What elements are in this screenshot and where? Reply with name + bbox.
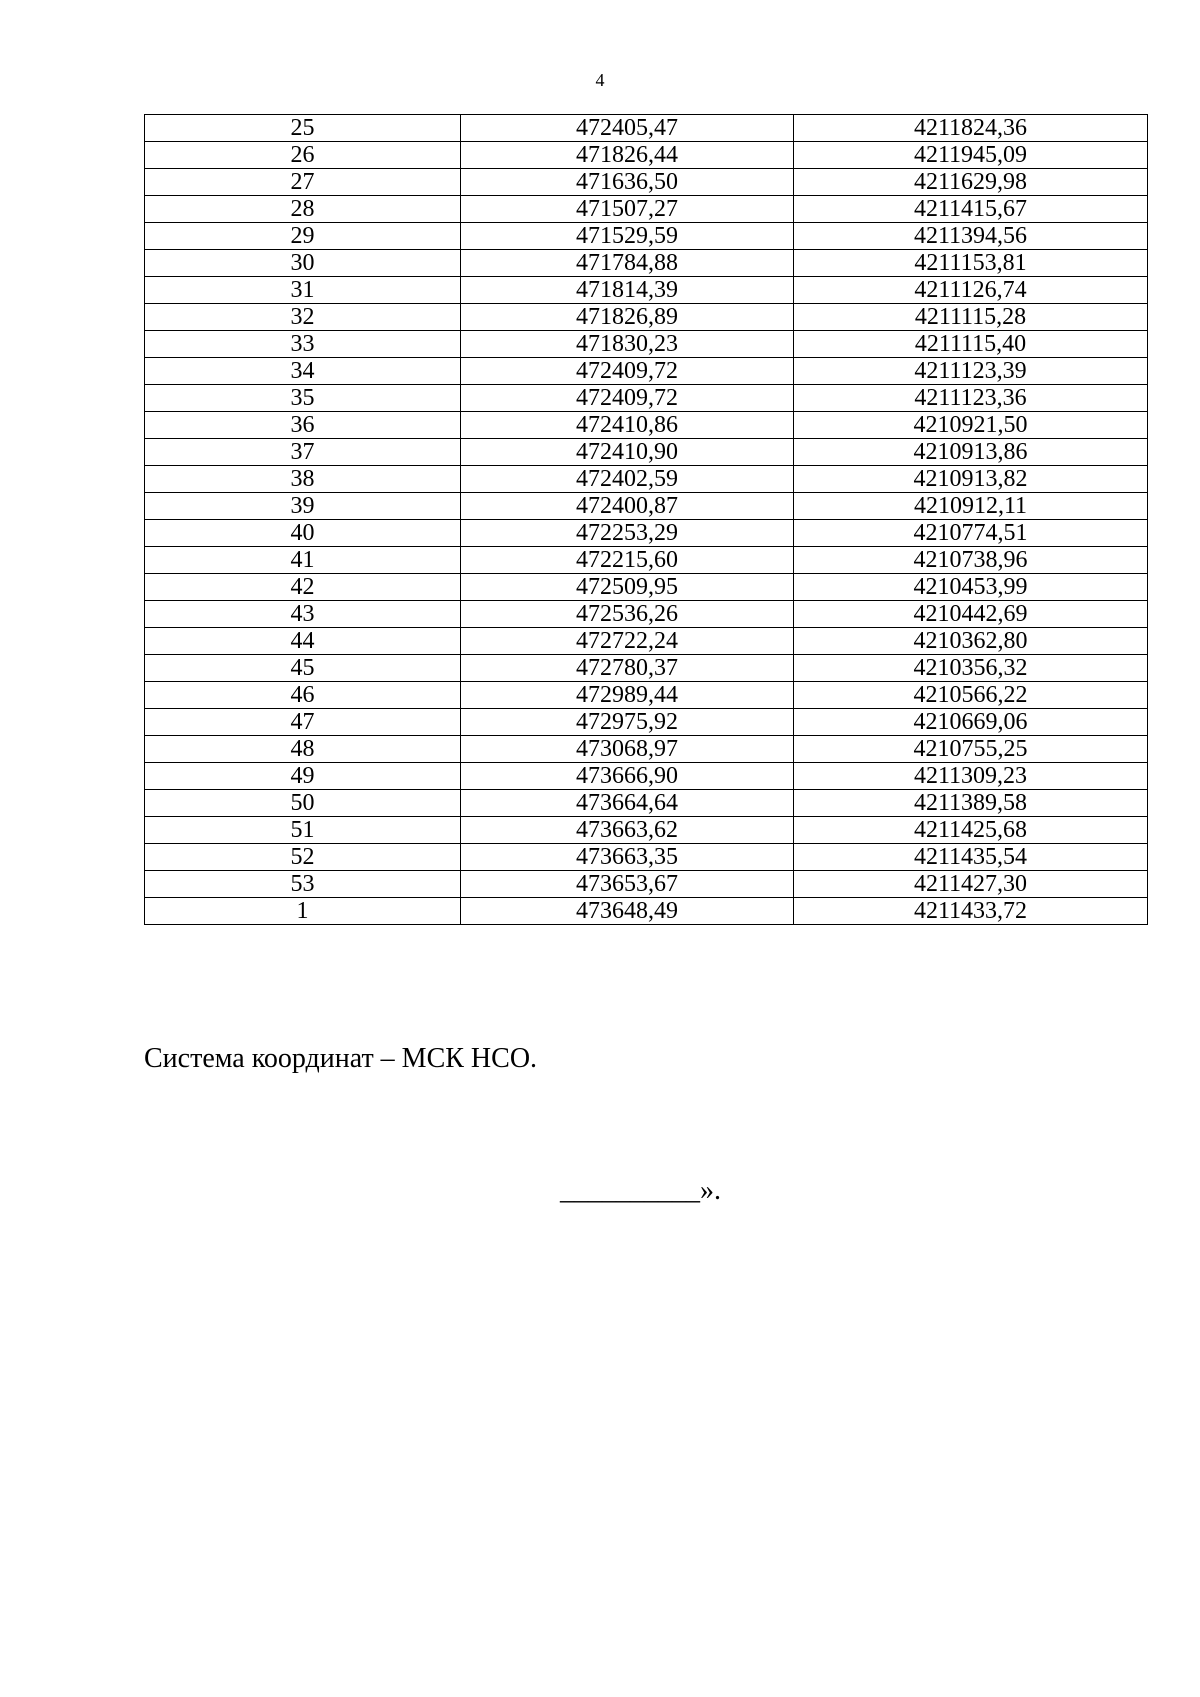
point-number-cell: 52 [145, 844, 461, 871]
point-number-cell: 49 [145, 763, 461, 790]
table-row [145, 115, 1148, 142]
x-coordinate-cell: 471784,88 [461, 250, 794, 277]
table-row [145, 412, 1148, 439]
y-coordinate-cell: 4210566,22 [794, 682, 1148, 709]
x-coordinate-cell: 471830,23 [461, 331, 794, 358]
table-row [145, 709, 1148, 736]
y-coordinate-cell: 4211824,36 [794, 115, 1148, 142]
table-row [145, 898, 1148, 925]
table-row [145, 817, 1148, 844]
table-row [145, 547, 1148, 574]
x-coordinate-cell: 472722,24 [461, 628, 794, 655]
x-coordinate-cell: 472410,90 [461, 439, 794, 466]
y-coordinate-cell: 4211115,40 [794, 331, 1148, 358]
point-number-cell: 46 [145, 682, 461, 709]
y-coordinate-cell: 4211945,09 [794, 142, 1148, 169]
y-coordinate-cell: 4211415,67 [794, 196, 1148, 223]
x-coordinate-cell: 472409,72 [461, 358, 794, 385]
table-row [145, 520, 1148, 547]
table-row [145, 277, 1148, 304]
point-number-cell: 41 [145, 547, 461, 574]
x-coordinate-cell: 472989,44 [461, 682, 794, 709]
table-row [145, 385, 1148, 412]
table-row [145, 655, 1148, 682]
point-number-cell: 40 [145, 520, 461, 547]
closing-line: __________». [560, 1175, 721, 1206]
point-number-cell: 26 [145, 142, 461, 169]
x-coordinate-cell: 472405,47 [461, 115, 794, 142]
coordinates-table [144, 114, 1148, 925]
y-coordinate-cell: 4210912,11 [794, 493, 1148, 520]
table-row [145, 844, 1148, 871]
x-coordinate-cell: 472509,95 [461, 574, 794, 601]
table-row [145, 250, 1148, 277]
x-coordinate-cell: 471826,44 [461, 142, 794, 169]
table-row [145, 169, 1148, 196]
y-coordinate-cell: 4211389,58 [794, 790, 1148, 817]
y-coordinate-cell: 4211435,54 [794, 844, 1148, 871]
y-coordinate-cell: 4210913,86 [794, 439, 1148, 466]
point-number-cell: 27 [145, 169, 461, 196]
table-row [145, 196, 1148, 223]
x-coordinate-cell: 473663,35 [461, 844, 794, 871]
y-coordinate-cell: 4210442,69 [794, 601, 1148, 628]
y-coordinate-cell: 4211394,56 [794, 223, 1148, 250]
point-number-cell: 34 [145, 358, 461, 385]
coordinates-table-body [145, 115, 1148, 925]
table-row [145, 439, 1148, 466]
point-number-cell: 32 [145, 304, 461, 331]
y-coordinate-cell: 4211123,36 [794, 385, 1148, 412]
table-row [145, 493, 1148, 520]
table-row [145, 601, 1148, 628]
y-coordinate-cell: 4211123,39 [794, 358, 1148, 385]
x-coordinate-cell: 473663,62 [461, 817, 794, 844]
table-row [145, 574, 1148, 601]
x-coordinate-cell: 473664,64 [461, 790, 794, 817]
table-row [145, 736, 1148, 763]
point-number-cell: 36 [145, 412, 461, 439]
y-coordinate-cell: 4210669,06 [794, 709, 1148, 736]
y-coordinate-cell: 4210755,25 [794, 736, 1148, 763]
table-row [145, 142, 1148, 169]
table-row [145, 223, 1148, 250]
point-number-cell: 53 [145, 871, 461, 898]
y-coordinate-cell: 4210362,80 [794, 628, 1148, 655]
point-number-cell: 37 [145, 439, 461, 466]
point-number-cell: 30 [145, 250, 461, 277]
table-row [145, 682, 1148, 709]
x-coordinate-cell: 472780,37 [461, 655, 794, 682]
x-coordinate-cell: 472253,29 [461, 520, 794, 547]
point-number-cell: 43 [145, 601, 461, 628]
page-number: 4 [595, 70, 605, 90]
y-coordinate-cell: 4210453,99 [794, 574, 1148, 601]
y-coordinate-cell: 4211153,81 [794, 250, 1148, 277]
y-coordinate-cell: 4211115,28 [794, 304, 1148, 331]
y-coordinate-cell: 4210356,32 [794, 655, 1148, 682]
point-number-cell: 50 [145, 790, 461, 817]
y-coordinate-cell: 4211309,23 [794, 763, 1148, 790]
coordinate-system-note: Система координат – МСК НСО. [144, 1043, 538, 1074]
point-number-cell: 51 [145, 817, 461, 844]
point-number-cell: 44 [145, 628, 461, 655]
point-number-cell: 48 [145, 736, 461, 763]
point-number-cell: 35 [145, 385, 461, 412]
x-coordinate-cell: 471529,59 [461, 223, 794, 250]
x-coordinate-cell: 473666,90 [461, 763, 794, 790]
table-row [145, 304, 1148, 331]
x-coordinate-cell: 472215,60 [461, 547, 794, 574]
x-coordinate-cell: 472410,86 [461, 412, 794, 439]
y-coordinate-cell: 4210774,51 [794, 520, 1148, 547]
x-coordinate-cell: 473648,49 [461, 898, 794, 925]
table-row [145, 871, 1148, 898]
x-coordinate-cell: 472400,87 [461, 493, 794, 520]
x-coordinate-cell: 471814,39 [461, 277, 794, 304]
table-row [145, 358, 1148, 385]
point-number-cell: 42 [145, 574, 461, 601]
x-coordinate-cell: 472402,59 [461, 466, 794, 493]
table-row [145, 763, 1148, 790]
point-number-cell: 39 [145, 493, 461, 520]
point-number-cell: 1 [145, 898, 461, 925]
x-coordinate-cell: 473068,97 [461, 736, 794, 763]
y-coordinate-cell: 4211427,30 [794, 871, 1148, 898]
y-coordinate-cell: 4210921,50 [794, 412, 1148, 439]
table-row [145, 790, 1148, 817]
point-number-cell: 47 [145, 709, 461, 736]
table-row [145, 331, 1148, 358]
x-coordinate-cell: 472536,26 [461, 601, 794, 628]
point-number-cell: 38 [145, 466, 461, 493]
table-row [145, 466, 1148, 493]
x-coordinate-cell: 471507,27 [461, 196, 794, 223]
point-number-cell: 28 [145, 196, 461, 223]
x-coordinate-cell: 471636,50 [461, 169, 794, 196]
point-number-cell: 45 [145, 655, 461, 682]
y-coordinate-cell: 4211425,68 [794, 817, 1148, 844]
x-coordinate-cell: 472975,92 [461, 709, 794, 736]
y-coordinate-cell: 4211433,72 [794, 898, 1148, 925]
table-row [145, 628, 1148, 655]
x-coordinate-cell: 471826,89 [461, 304, 794, 331]
y-coordinate-cell: 4211126,74 [794, 277, 1148, 304]
point-number-cell: 33 [145, 331, 461, 358]
y-coordinate-cell: 4210913,82 [794, 466, 1148, 493]
point-number-cell: 29 [145, 223, 461, 250]
y-coordinate-cell: 4210738,96 [794, 547, 1148, 574]
point-number-cell: 31 [145, 277, 461, 304]
x-coordinate-cell: 472409,72 [461, 385, 794, 412]
point-number-cell: 25 [145, 115, 461, 142]
x-coordinate-cell: 473653,67 [461, 871, 794, 898]
y-coordinate-cell: 4211629,98 [794, 169, 1148, 196]
